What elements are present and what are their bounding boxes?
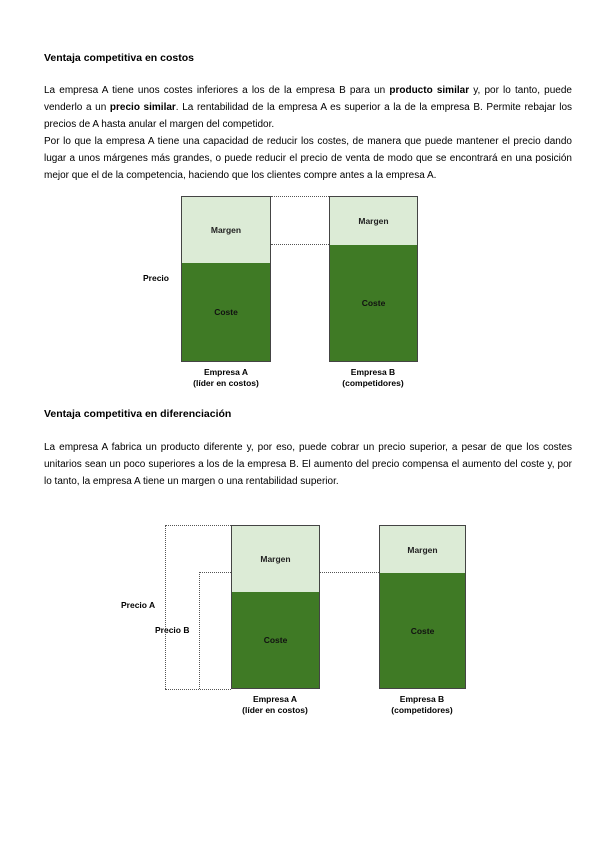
caption-line: (competidores) (342, 378, 404, 388)
price-b-label: Precio B (155, 625, 190, 635)
price-label: Precio (143, 273, 169, 283)
margin-segment: Margen (330, 197, 417, 245)
margin-segment: Margen (182, 197, 270, 263)
price-a-vertical-line (165, 525, 166, 689)
caption-line: (líder en costos) (242, 705, 308, 715)
text-run: y, por lo tanto, puede venderlo a un (44, 85, 572, 113)
paragraph-text: Por lo que la empresa A tiene una capacidad de reducir los costes, de manera que puede mantener el precio dando lugar a unos márgenes más grandes, o puede reducir el precio de venta de modo que se encontrará en una posición mejor que el de la competencia, haciendo que los clientes compre antes a la empresa A. (44, 136, 572, 181)
cost-segment: Coste (182, 263, 270, 361)
cost-segment: Coste (380, 573, 465, 688)
paragraph-text: La empresa A fabrica un producto diferente y, por eso, puede cobrar un precio superior, a pesar de que los costes unitarios sean un poco superiores a los de la empresa B. El aumento del precio compensa el aumento del coste y, por lo tanto, la empresa A tiene un margen o una rentabilidad superior. (44, 442, 572, 487)
bold-run: producto similar (389, 85, 470, 96)
caption-line: Empresa B (350, 367, 396, 377)
price-b-vertical-line (199, 572, 200, 689)
price-a-label: Precio A (121, 600, 156, 610)
caption-line: Empresa A (203, 367, 249, 377)
section1-paragraph-1 (44, 82, 572, 133)
cost-segment: Coste (232, 592, 319, 688)
bar-caption-empresa-b (323, 367, 423, 389)
bar-caption-empresa-b (372, 694, 472, 716)
caption-line: Empresa B (399, 694, 445, 704)
section2-heading: Ventaja competitiva en diferenciación (44, 408, 232, 420)
margin-segment: Margen (232, 526, 319, 592)
bar-empresa-a (231, 525, 320, 689)
base-guide-line (165, 689, 231, 690)
caption-line: Empresa A (252, 694, 298, 704)
price-a-guide-line (165, 525, 231, 526)
bar-empresa-b (379, 525, 466, 689)
caption-line: (competidores) (391, 705, 453, 715)
bold-run: precio similar (109, 102, 176, 113)
bar-empresa-b (329, 196, 418, 362)
margin-guide-line (271, 244, 329, 245)
caption-line: (líder en costos) (193, 378, 259, 388)
bar-empresa-a (181, 196, 271, 362)
price-guide-line (271, 196, 329, 197)
section1-paragraph-2 (44, 133, 572, 184)
bar-caption-empresa-a (176, 367, 276, 389)
text-run: La empresa A tiene unos costes inferiores a los de la empresa B para un (44, 85, 390, 96)
text-run: . La rentabilidad de la empresa A es superior a la de la empresa B. Permite rebajar los precios de A hasta anular el margen del competidor. (44, 102, 573, 130)
section2-paragraph-1 (44, 439, 572, 490)
section1-heading: Ventaja competitiva en costos (44, 52, 194, 64)
bar-caption-empresa-a (225, 694, 325, 716)
cost-segment: Coste (330, 245, 417, 361)
margin-segment: Margen (380, 526, 465, 573)
